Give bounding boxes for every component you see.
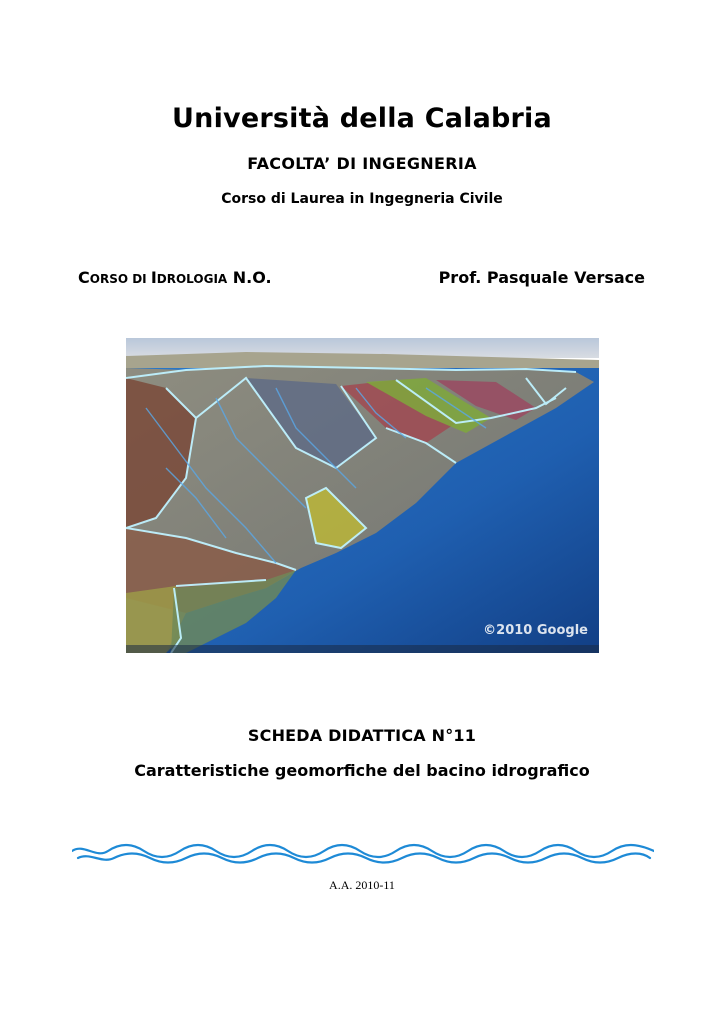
status-strip: [126, 645, 599, 653]
basin-aerial-image: [126, 338, 599, 653]
wave-divider: [72, 839, 654, 869]
course-name: [78, 268, 272, 287]
university-title: Università della Calabria: [172, 103, 552, 134]
course-suffix: N.O.: [227, 268, 272, 287]
sheet-subject: Caratteristiche geomorfiche del bacino idrografico: [134, 761, 590, 780]
sheet-title: SCHEDA DIDATTICA N°11: [247, 726, 477, 745]
academic-year: A.A. 2010-11: [329, 878, 395, 892]
wave-divider-svg: [72, 839, 654, 869]
basin-aerial-svg: [126, 338, 599, 653]
degree-course: Corso di Laurea in Ingegneria Civile: [221, 191, 503, 207]
google-watermark: ©2010 Google: [483, 623, 588, 638]
course-initial-c: C: [78, 268, 90, 287]
course-text-drologia: DROLOGIA: [156, 272, 228, 286]
wave-lines: [72, 845, 654, 863]
faculty-name: FACOLTA’ DI INGEGNERIA: [247, 154, 477, 173]
course-initial-i: I: [150, 268, 157, 287]
course-text-orso: ORSO DI: [89, 272, 151, 286]
professor-name: Prof. Pasquale Versace: [438, 268, 645, 287]
